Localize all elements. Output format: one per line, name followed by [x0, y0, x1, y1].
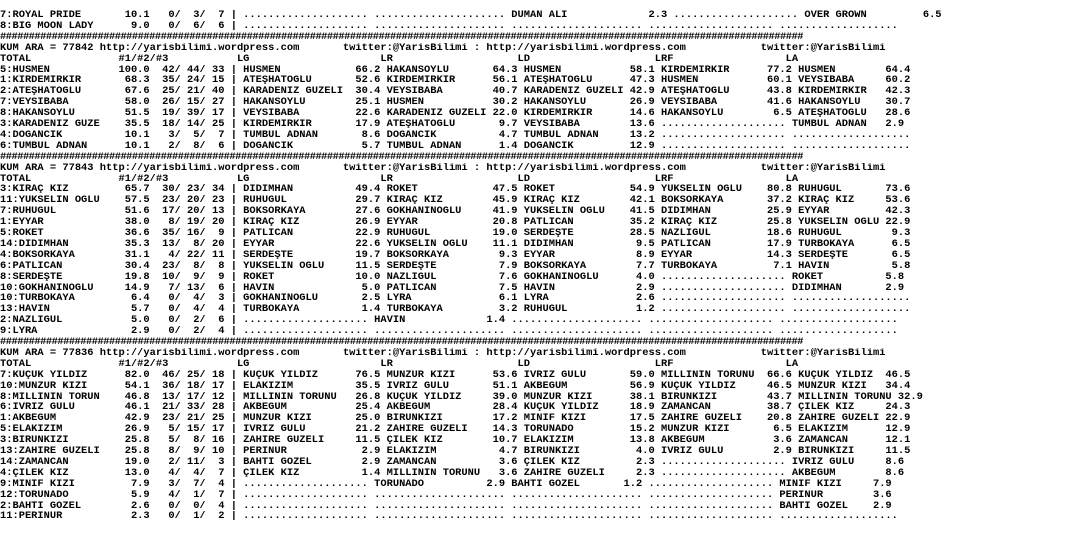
data-row: 14:ZAMANCAN 19.0 2/ 11/ 3 | BAHTI GÖZEL 2.9 ZAMANCAN 3.6 ÇİLEK KIZ 2.3 .................... İVRİZ GÜLÜ 8.6 — [0, 456, 905, 468]
section-separator: ############################################################################################################################################ — [0, 337, 803, 348]
data-row: 9:LYRA 2.9 0/ 2/ 4 | .................... ..................... ..................... .................... ................... — [0, 326, 898, 338]
race-header: KUM ARA = 77842 http://yarisbilimi.wordpress.com twitter:@YarisBilimi : http://yarisbilimi.wordpress.com twitter:@YarisBilimi — [0, 42, 886, 54]
data-row: 2:BAHTI GÖZEL 2.6 0/ 0/ 4 | .................... ..................... ..................... .................... BAHTI GÖZEL 2.9 — [0, 500, 892, 512]
data-row: 5:ROKET 36.6 35/ 16/ 9 | PATLICAN 22.9 RUHUGÜL 19.0 SERDEŞTE 28.5 NAZLIGÜL 18.6 RUHUGÜL 9.3 — [0, 228, 911, 239]
data-row: 7:RUHUGÜL 51.6 17/ 20/ 13 | BOKSÖRKAYA 27.6 GÖKHANINOĞLU 41.9 YÜKSELİN OĞLU 41.5 DİDİMHAN 25.9 EYYAR 42.3 — [0, 206, 911, 218]
data-row: 6:PATLICAN 30.4 23/ 8/ 8 | YÜKSELİN OĞLU 11.5 SERDEŞTE 7.9 BOKSÖRKAYA 7.7 TURBOKAYA 7.1 HAVİN 5.8 — [0, 260, 911, 272]
data-row: 4:ÇİLEK KIZ 13.0 4/ 4/ 7 | ÇİLEK KIZ 1.4 MİLLİNİN TORUNU 3.6 ZAHİRE GÜZELİ 2.3 .................... AKBEGÜM 8.6 — [0, 467, 905, 479]
column-header: TOTAL #1/#2/#3 LG LR LD LRF LA — [0, 173, 799, 185]
data-row: 10:MUNZUR KIZI 54.1 36/ 18/ 17 | ELAKIZIM 35.5 İVRİZ GÜLÜ 51.1 AKBEGÜM 56.9 KÜÇÜK YILDIZ 46.5 MUNZUR KIZI 34.4 — [0, 380, 911, 392]
data-row: 3:KARADENİZ GÜZE 35.5 18/ 14/ 25 | KIRDEMİRKIR 17.9 ATEŞHATOĞLU 9.7 VEYSİBABA 13.6 .................... TUMBUL ADNAN 2.9 — [0, 119, 905, 130]
data-row: 8:HAKANSOYLU 51.5 19/ 39/ 17 | VEYSİBABA 22.6 KARADENİZ GÜZELİ 22.0 KIRDEMİRKIR 14.6 HAKANSOYLU 6.5 ATEŞHATOĞLU 28.6 — [0, 108, 911, 120]
data-row: 4:BOKSÖRKAYA 31.1 4/ 22/ 11 | SERDEŞTE 19.7 BOKSÖRKAYA 9.3 EYYAR 8.9 EYYAR 14.3 SERDEŞTE 6.5 — [0, 249, 911, 261]
section-separator: ############################################################################################################################################ — [0, 151, 803, 163]
column-header: TOTAL #1/#2/#3 LG LR LD LRF LA — [0, 358, 799, 370]
data-row: 12:TORUNADO 5.9 4/ 1/ 7 | .................... ..................... ..................... .................... PERİNUR 3.6 — [0, 489, 892, 501]
data-row: 5:ELAKIZIM 26.9 5/ 15/ 17 | İVRİZ GÜLÜ 21.2 ZAHİRE GÜZELİ 14.3 TORUNADO 15.2 MUNZUR KIZI 6.5 ELAKIZIM 12.9 — [0, 424, 911, 436]
data-row: 8:MİLLİNİN TORUN 46.8 13/ 17/ 12 | MİLLİNİN TORUNU 26.8 KÜÇÜK YILDIZ 39.0 MUNZUR KIZI 38.1 BİRÜNKIZI 43.7 MİLLİNİN TORUNU 32.9 — [0, 391, 923, 403]
data-row: 10:GÖKHANINOĞLU 14.9 7/ 13/ 6 | HAVİN 5.0 PATLICAN 7.5 HAVİN 2.9 .................... DİDİMHAN 2.9 — [0, 282, 905, 294]
data-row: 13:HAVİN 5.7 0/ 4/ 4 | TURBOKAYA 1.4 TURBOKAYA 3.2 RUHUGÜL 1.2 .................... ................... — [0, 304, 911, 316]
column-header: TOTAL #1/#2/#3 LG LR LD LRF LA — [0, 53, 799, 65]
data-row: 2:ATEŞHATOĞLU 67.6 25/ 21/ 40 | KARADENİZ GÜZELİ 30.4 VEYSİBABA 40.7 KARADENİZ GÜZELİ 42.9 ATEŞHATOĞLU 43.8 KIRDEMİRKIR 42.3 — [0, 86, 911, 98]
data-row: 7:VEYSİBABA 58.0 26/ 15/ 27 | HAKANSOYLU 25.1 HÜSMEN 30.2 HAKANSOYLU 26.9 VEYSİBABA 41.6 HAKANSOYLU 30.7 — [0, 97, 911, 109]
data-row: 8:BIG MOON LADY 9.0 0/ 6/ 6 | .................... ..................... ..................... .................... ................... — [0, 20, 898, 32]
data-row: 10:TURBOKAYA 6.4 0/ 4/ 3 | GÖKHANINOĞLU 2.5 LYRA 6.1 LYRA 2.6 .................... ................... — [0, 293, 911, 305]
race-header: KUM ARA = 77836 http://yarisbilimi.wordpress.com twitter:@YarisBilimi : http://yarisbilimi.wordpress.com twitter:@YarisBilimi — [0, 347, 886, 359]
data-row: 3:KIRAÇ KIZ 65.7 30/ 23/ 34 | DİDİMHAN 49.4 ROKET 47.5 ROKET 54.9 YÜKSELİN OĞLU 80.8 RUHUGÜL 73.6 — [0, 184, 911, 196]
race-header: KUM ARA = 77843 http://yarisbilimi.wordpress.com twitter:@YarisBilimi : http://yarisbilimi.wordpress.com twitter:@YarisBilimi — [0, 162, 886, 174]
data-row: 2:NAZLIGÜL 5.0 0/ 2/ 6 | .................... HAVİN 1.4 ..................... .................... ................... — [0, 315, 898, 327]
data-row: 13:ZAHİRE GÜZELİ 25.8 8/ 9/ 10 | PERİNUR 2.9 ELAKIZIM 4.7 BİRÜNKIZI 4.0 İVRİZ GÜLÜ 2.9 BİRÜNKIZI 11.5 — [0, 446, 911, 457]
data-row: 5:HÜSMEN 100.0 42/ 44/ 33 | HÜSMEN 66.2 HAKANSOYLU 64.3 HÜSMEN 58.1 KIRDEMİRKIR 77.2 HÜSMEN 64.4 — [0, 64, 911, 76]
data-row: 9:MİNİF KIZI 7.9 3/ 7/ 4 | .................... TORUNADO 2.9 BAHTI GÖZEL 1.2 .................... MİNİF KIZI 7.9 — [0, 478, 892, 490]
data-row: 1:AKBEGÜM 42.9 23/ 21/ 25 | MUNZUR KIZI 25.0 BİRÜNKIZI 17.2 MİNİF KIZI 17.5 ZAHİRE GÜZELİ 20.8 ZAHİRE GÜZELİ 22.9 — [0, 413, 911, 425]
data-row: 8:SERDEŞTE 19.8 10/ 9/ 9 | ROKET 10.0 NAZLIGÜL 7.6 GÖKHANINOĞLU 4.0 .................... ROKET 5.8 — [0, 271, 905, 283]
data-row: 7:KÜÇÜK YILDIZ 82.0 46/ 25/ 18 | KÜÇÜK YILDIZ 76.5 MUNZUR KIZI 53.6 İVRİZ GÜLÜ 59.0 MİLLİNİN TORUNU 66.6 KÜÇÜK YILDIZ 46.5 — [0, 369, 911, 381]
data-row: 11:YÜKSELİN OĞLU 57.5 23/ 20/ 23 | RUHUGÜL 29.7 KIRAÇ KIZ 45.9 KIRAÇ KIZ 42.1 BOKSÖRKAYA 37.2 KIRAÇ KIZ 53.6 — [0, 195, 911, 207]
data-row: 14:DİDİMHAN 35.3 13/ 8/ 20 | EYYAR 22.6 YÜKSELİN OĞLU 11.1 DİDİMHAN 9.5 PATLICAN 17.9 TURBOKAYA 6.5 — [0, 238, 911, 250]
data-row: 7:ROYAL PRIDE 10.1 0/ 3/ 7 | .................... ..................... DUMAN ALİ 2.3 .................... OVER GROWN 6.5 — [0, 10, 942, 21]
data-row: 6:TUMBUL ADNAN 10.1 2/ 8/ 6 | DOĞANCIK 5.7 TUMBUL ADNAN 1.4 DOĞANCIK 12.9 .................... ................... — [0, 140, 911, 152]
data-row: 11:PERİNUR 2.3 0/ 1/ 2 | .................... ..................... ..................... .................... ................... — [0, 511, 898, 523]
data-row: 6:İVRİZ GÜLÜ 46.1 21/ 33/ 28 | AKBEGÜM 25.4 AKBEGÜM 28.4 KÜÇÜK YILDIZ 18.9 ZAMANCAN 38.7 ÇİLEK KIZ 24.3 — [0, 402, 911, 414]
data-row: 3:BİRÜNKIZI 25.8 5/ 8/ 16 | ZAHİRE GÜZELİ 11.5 ÇİLEK KIZ 10.7 ELAKIZIM 13.8 AKBEGÜM 3.6 ZAMANCAN 12.1 — [0, 435, 911, 447]
section-separator: ############################################################################################################################################ — [0, 31, 803, 43]
data-row: 1:KIRDEMİRKIR 68.3 35/ 24/ 15 | ATEŞHATOĞLU 52.6 KIRDEMİRKIR 56.1 ATEŞHATOĞLU 47.3 HÜSMEN 60.1 VEYSİBABA 60.2 — [0, 75, 911, 87]
data-row: 4:DOĞANCIK 10.1 3/ 5/ 7 | TUMBUL ADNAN 8.6 DOĞANCIK 4.7 TUMBUL ADNAN 13.2 .................... ................... — [0, 129, 911, 141]
data-row: 1:EYYAR 38.0 8/ 19/ 20 | KIRAÇ KIZ 26.9 EYYAR 20.8 PATLICAN 35.2 KIRAÇ KIZ 25.8 YÜKSELİN OĞLU 22.9 — [0, 217, 911, 229]
